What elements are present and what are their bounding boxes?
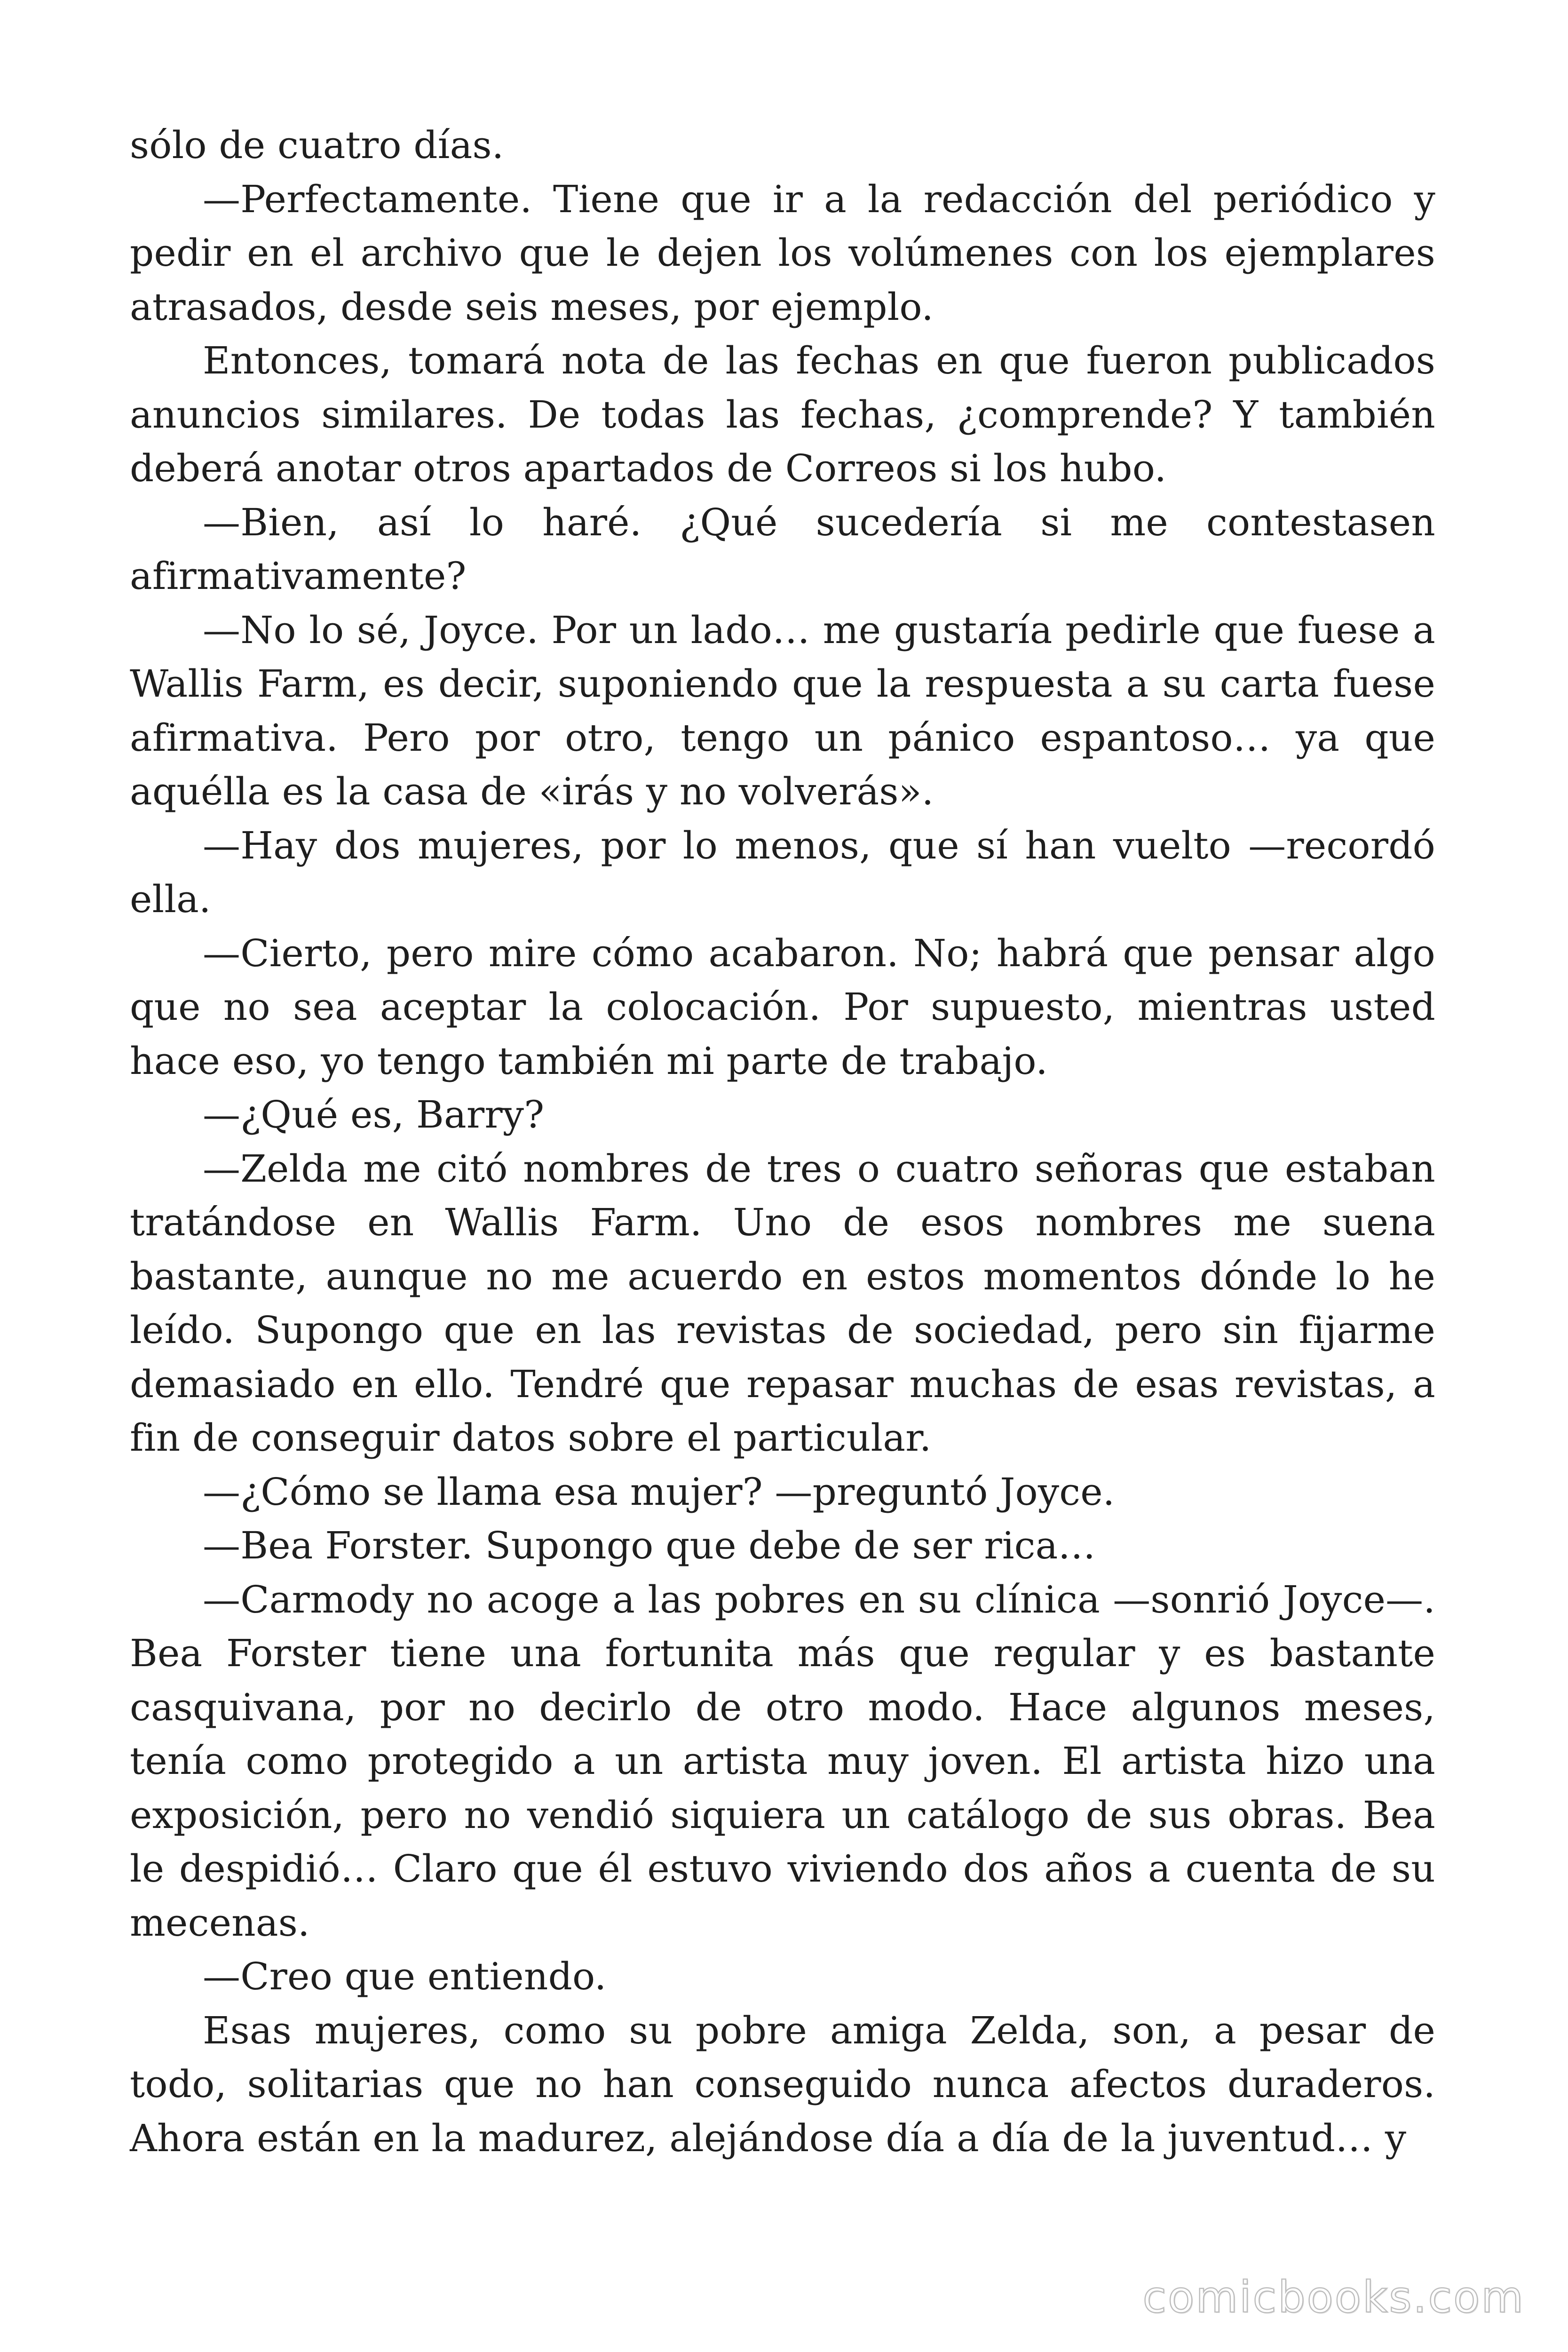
paragraph-5: —No lo sé, Joyce. Por un lado… me gustaría pedirle que fuese a Wallis Farm, es decir, suponiendo que la respuesta a su carta fuese afirmativa. Pero por otro, tengo un pánico espantoso… ya que aquélla es la casa de «irás y no volverás». <box>130 608 1435 813</box>
paragraph-13: —Creo que entiendo. <box>203 1955 607 1998</box>
paragraph-4: —Bien, así lo haré. ¿Qué sucedería si me contestasen afirmativamente? <box>130 500 1435 598</box>
paragraph-10: —¿Cómo se llama esa mujer? —preguntó Joyce. <box>203 1470 1115 1514</box>
paragraph-6: —Hay dos mujeres, por lo menos, que sí han vuelto —recordó ella. <box>130 823 1435 921</box>
watermark: comicbooks.com <box>1142 2272 1525 2322</box>
paragraph-11: —Bea Forster. Supongo que debe de ser rica… <box>203 1524 1096 1567</box>
paragraph-3: Entonces, tomará nota de las fechas en que fueron publicados anuncios similares. De todas las fechas, ¿comprende? Y también deberá anotar otros apartados de Correos si los hubo. <box>130 339 1435 490</box>
page-body <box>130 119 1435 2165</box>
paragraph-12: —Carmody no acoge a las pobres en su clínica —sonrió Joyce—. Bea Forster tiene una fortunita más que regular y es bastante casquivana, por no decirlo de otro modo. Hace algunos meses, tenía como protegido a un artista muy joven. El artista hizo una exposición, pero no vendió siquiera un catálogo de sus obras. Bea le despidió… Claro que él estuvo viviendo dos años a cuenta de su mecenas. <box>130 1577 1435 1945</box>
paragraph-7: —Cierto, pero mire cómo acabaron. No; habrá que pensar algo que no sea aceptar la colocación. Por supuesto, mientras usted hace eso, yo tengo también mi parte de trabajo. <box>130 931 1435 1083</box>
paragraph-14: Esas mujeres, como su pobre amiga Zelda, son, a pesar de todo, solitarias que no han conseguido nunca afectos duraderos. Ahora están en la madurez, alejándose día a día de la juventud… y <box>130 2008 1435 2160</box>
paragraph-8: —¿Qué es, Barry? <box>203 1093 545 1136</box>
paragraph-1: sólo de cuatro días. <box>130 123 504 167</box>
paragraph-9: —Zelda me citó nombres de tres o cuatro señoras que estaban tratándose en Wallis Farm. Uno de esos nombres me suena bastante, aunque no me acuerdo en estos momentos dónde lo he leído. Supongo que en las revistas de sociedad, pero sin fijarme demasiado en ello. Tendré que repasar muchas de esas revistas, a fin de conseguir datos sobre el particular. <box>130 1146 1435 1460</box>
paragraph-2: —Perfectamente. Tiene que ir a la redacción del periódico y pedir en el archivo que le dejen los volúmenes con los ejemplares atrasados, desde seis meses, por ejemplo. <box>130 177 1435 329</box>
